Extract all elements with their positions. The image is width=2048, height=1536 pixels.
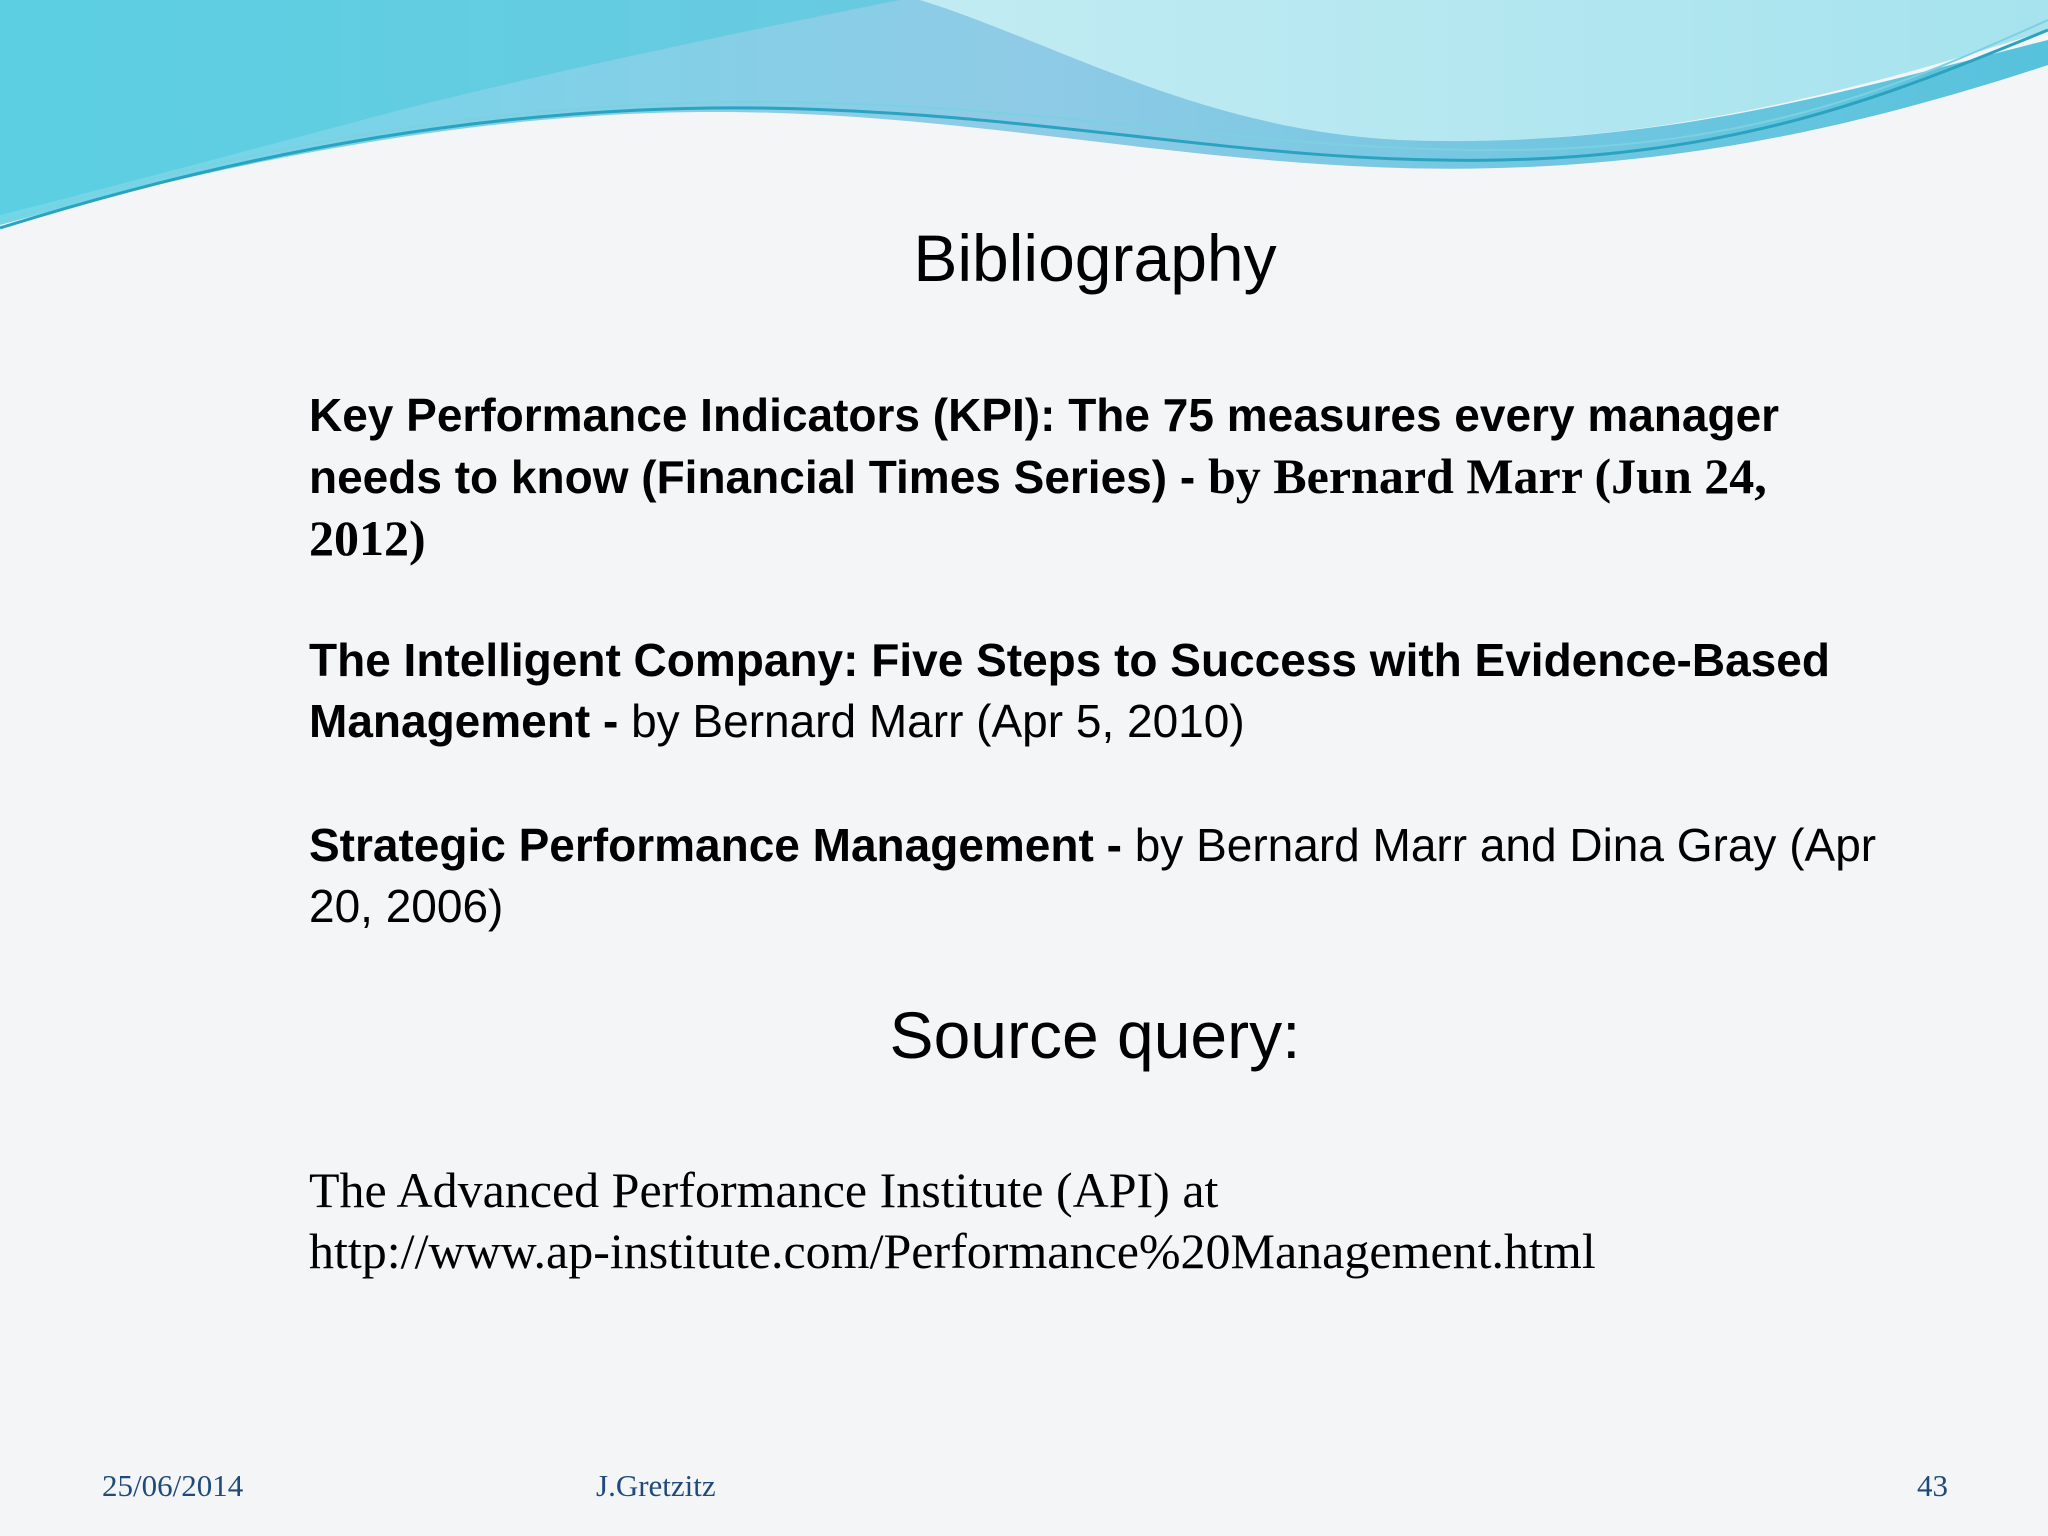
entry-separator: -: [590, 695, 632, 747]
bibliography-entry: [309, 385, 1889, 570]
entry-author: by Bernard Marr (Apr 5, 2010): [631, 695, 1245, 747]
footer-author: J.Gretzitz: [596, 1468, 716, 1503]
slide-title: Bibliography: [913, 221, 1277, 295]
entry-separator: -: [1093, 819, 1135, 871]
bibliography-entry: [309, 815, 1889, 937]
entry-title: Strategic Performance Management: [309, 819, 1094, 871]
entry-author: by Bernard Marr (Jun 24, 2012): [309, 448, 1767, 566]
source-institute: The Advanced Performance Institute (API) at: [309, 1162, 1219, 1218]
entry-title: Key Performance Indicators (KPI): The 75 measures every manager needs to know (Financial Times Series): [309, 389, 1780, 503]
header-wave-decoration: [0, 0, 2048, 240]
source-query-text: [309, 1160, 2009, 1282]
source-query-heading: Source query:: [889, 998, 1301, 1072]
entry-title: The Intelligent Company: Five Steps to Success with Evidence-Based Management: [309, 634, 1830, 747]
footer-date: 25/06/2014: [102, 1468, 244, 1503]
bibliography-entry: [309, 630, 1889, 752]
entry-separator: -: [1167, 451, 1208, 503]
footer-page-number: 43: [1917, 1468, 1948, 1503]
source-url: http://www.ap-institute.com/Performance%20Management.html: [309, 1223, 1596, 1279]
entry-author: by Bernard Marr and Dina Gray (Apr 20, 2006): [309, 819, 1877, 932]
